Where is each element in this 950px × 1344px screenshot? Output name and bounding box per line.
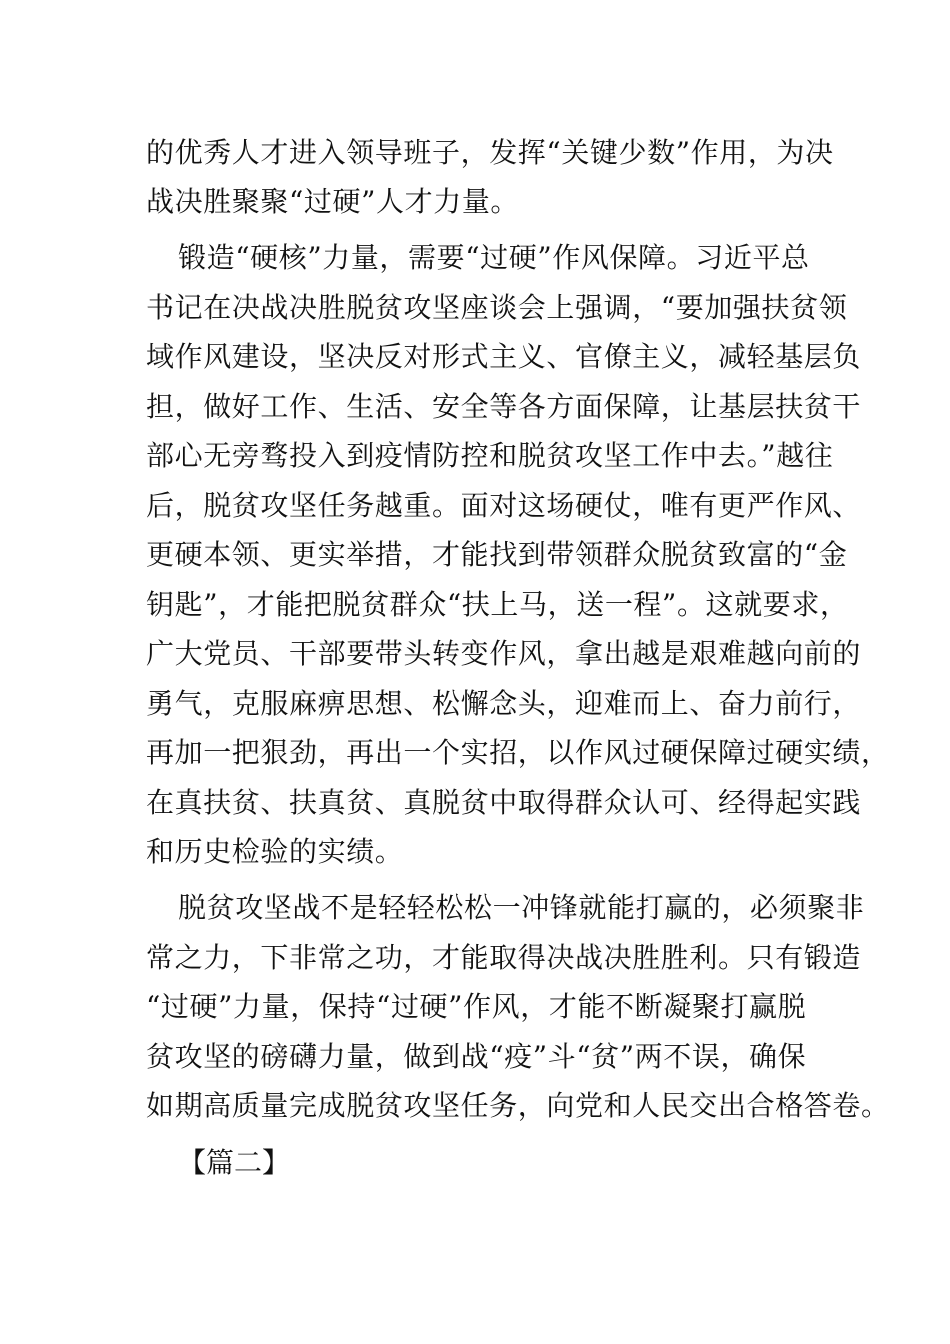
paragraph-3-line-3: “过硬”力量，保持“过硬”作风，才能不断凝聚打赢脱	[146, 990, 807, 1023]
paragraph-2-line-9: 广大党员、干部要带头转变作风，拿出越是艰难越向前的	[146, 637, 862, 670]
paragraph-2-line-8: 钥匙”，才能把脱贫群众“扶上马，送一程”。这就要求，	[146, 588, 849, 621]
section-heading: 【篇二】	[178, 1146, 291, 1179]
paragraph-2-line-13: 和历史检验的实绩。	[146, 835, 404, 868]
paragraph-2-line-10: 勇气，克服麻痹思想、松懈念头，迎难而上、奋力前行，	[146, 687, 862, 720]
paragraph-3-line-5: 如期高质量完成脱贫攻坚任务，向党和人民交出合格答卷。	[146, 1089, 890, 1122]
paragraph-3-line-1: 脱贫攻坚战不是轻轻松松一冲锋就能打赢的，必须聚非	[178, 891, 865, 924]
paragraph-2-line-12: 在真扶贫、扶真贫、真脱贫中取得群众认可、经得起实践	[146, 786, 862, 819]
paragraph-2-line-2: 书记在决战决胜脱贫攻坚座谈会上强调，“要加强扶贫领	[146, 291, 848, 324]
paragraph-2-line-1: 锻造“硬核”力量，需要“过硬”作风保障。习近平总	[178, 241, 810, 274]
paragraph-2-line-11: 再加一把狠劲，再出一个实招，以作风过硬保障过硬实绩，	[146, 736, 890, 769]
paragraph-1-line-2: 战决胜聚聚“过硬”人才力量。	[146, 185, 520, 218]
paragraph-2-line-6: 后，脱贫攻坚任务越重。面对这场硬仗，唯有更严作风、	[146, 489, 862, 522]
paragraph-3-line-4: 贫攻坚的磅礴力量，做到战“疫”斗“贫”两不误，确保	[146, 1040, 807, 1073]
paragraph-2-line-3: 域作风建设，坚决反对形式主义、官僚主义，减轻基层负	[146, 340, 862, 373]
paragraph-2-line-5: 部心无旁骛投入到疫情防控和脱贫攻坚工作中去。”越往	[146, 439, 834, 472]
paragraph-2-line-7: 更硬本领、更实举措，才能找到带领群众脱贫致富的“金	[146, 538, 848, 571]
paragraph-1-line-1: 的优秀人才进入领导班子，发挥“关键少数”作用，为决	[146, 136, 834, 169]
paragraph-2-line-4: 担，做好工作、生活、安全等各方面保障，让基层扶贫干	[146, 390, 862, 423]
paragraph-3-line-2: 常之力，下非常之功，才能取得决战决胜胜利。只有锻造	[146, 941, 862, 974]
